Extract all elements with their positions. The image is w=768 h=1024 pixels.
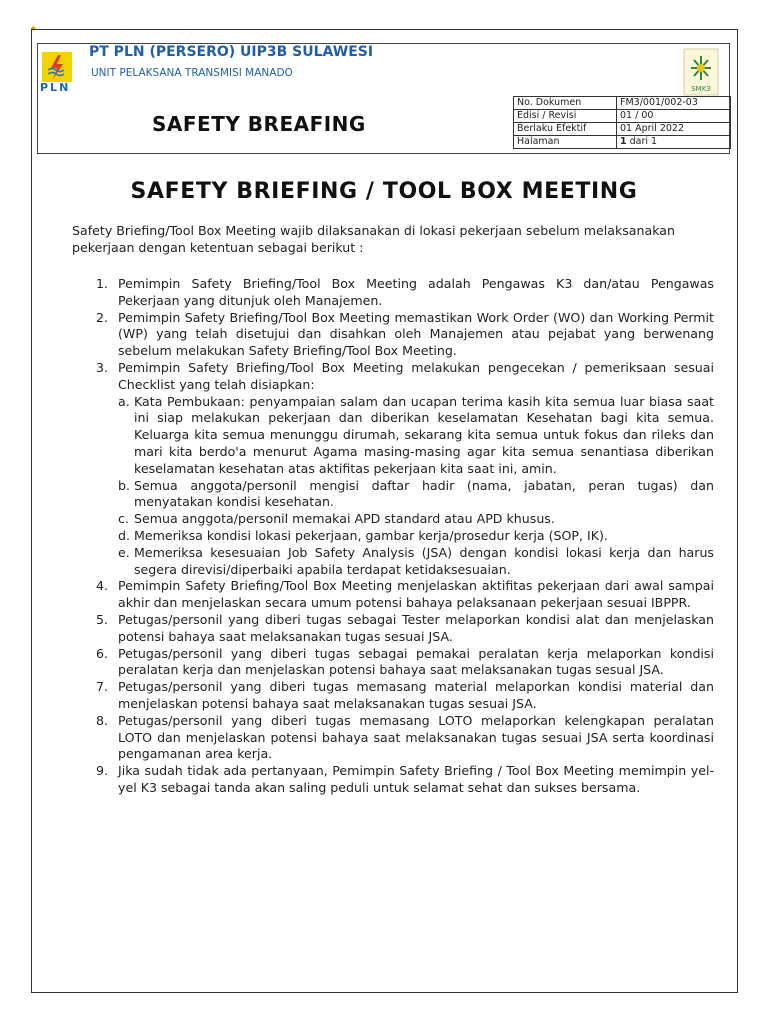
list-item xyxy=(96,578,714,612)
item-number: 8. xyxy=(96,712,109,728)
list-item xyxy=(96,713,714,763)
sub-list-item xyxy=(118,511,714,528)
list-item xyxy=(96,310,714,360)
sub-item-text: Memeriksa kondisi lokasi pekerjaan, gambar kerja/prosedur kerja (SOP, IK). xyxy=(134,527,608,543)
sub-item-letter: c. xyxy=(118,511,129,527)
list-item xyxy=(96,679,714,713)
info-label: No. Dokumen xyxy=(514,97,617,110)
info-row xyxy=(514,110,731,123)
item-text: Petugas/personil yang diberi tugas memasang LOTO melaporkan kelengkapan peralatan LOTO dan menjelaskan potensi bahaya saat melaksanakan tugas sesuai JSA serta koordinasi pengamanan area kerja. xyxy=(118,712,714,762)
sub-item-letter: b. xyxy=(118,477,130,493)
checklist-sublist xyxy=(118,394,714,579)
info-row xyxy=(514,136,731,149)
list-item xyxy=(96,612,714,646)
smk3-logo-icon xyxy=(683,48,719,96)
list-item xyxy=(96,763,714,797)
info-value: 01 April 2022 xyxy=(617,123,731,136)
list-item xyxy=(96,276,714,310)
item-number: 1. xyxy=(96,276,109,291)
info-value: 01 / 00 xyxy=(617,110,731,123)
sub-list-item xyxy=(118,478,714,512)
sub-item-letter: a. xyxy=(118,393,130,409)
document-title: SAFETY BREAFING xyxy=(152,112,366,136)
item-text: Pemimpin Safety Briefing/Tool Box Meeting adalah Pengawas K3 dan/atau Pengawas Pekerjaan yang ditunjuk oleh Manajemen. xyxy=(118,276,714,308)
info-label: Berlaku Efektif xyxy=(514,123,617,136)
main-title: SAFETY BRIEFING / TOOL BOX MEETING xyxy=(130,179,638,204)
info-value xyxy=(617,136,731,149)
sub-item-letter: e. xyxy=(118,544,130,560)
list-item xyxy=(96,360,714,578)
info-row xyxy=(514,123,731,136)
sub-item-text: Memeriksa kesesuaian Job Safety Analysis (JSA) dengan kondisi lokasi kerja dan harus segera direvisi/diperbaiki apabila terdapat ketidaksesuaian. xyxy=(134,544,714,577)
smk3-logo-text: SMK3 xyxy=(691,85,711,93)
sub-item-text: Kata Pembukaan: penyampaian salam dan ucapan terima kasih kita semua luar biasa saat ini siap melakukan pekerjaan dan diberikan keselamatan Kesehatan bagi kita semua. Keluarga kita semua menunggu dirumah, sekarang kita semua untuk fokus dan rileks dan mari kita berdo'a menurut Agama masing-masing agar kita semua senantiasa diberikan keselamatan kesehatan atas aktifitas pekerjaan kita saat ini, amin. xyxy=(134,393,714,476)
info-label: Halaman xyxy=(514,136,617,149)
item-text: Pemimpin Safety Briefing/Tool Box Meeting menjelaskan aktifitas pekerjaan dari awal sampai akhir dan menjelaskan secara umum potensi bahaya pelaksanaan pekerjaan sesuai IBPPR. xyxy=(118,578,714,611)
intro-paragraph: Safety Briefing/Tool Box Meeting wajib dilaksanakan di lokasi pekerjaan sebelum melaksanakan pekerjaan dengan ketentuan sebagai berikut : xyxy=(72,223,675,255)
sub-list-item xyxy=(118,545,714,579)
corner-mark: ✦ xyxy=(29,24,38,35)
sub-list-item xyxy=(118,528,714,545)
item-number: 4. xyxy=(96,578,109,594)
info-value: FM3/001/002-03 xyxy=(617,97,731,110)
page-number: 1 xyxy=(620,136,627,147)
info-row xyxy=(514,97,731,110)
item-number: 5. xyxy=(96,611,109,627)
item-text: Pemimpin Safety Briefing/Tool Box Meeting melakukan pengecekan / pemeriksaan sesuai Checklist yang telah disiapkan: xyxy=(118,359,714,392)
item-text: Petugas/personil yang diberi tugas memasang material melaporkan kondisi material dan menjelaskan potensi bahaya saat melaksanakan tugas sesuai JSA. xyxy=(118,679,714,711)
sub-list-item xyxy=(118,394,714,478)
info-label: Edisi / Revisi xyxy=(514,110,617,123)
sub-item-letter: d. xyxy=(118,527,130,543)
document-info-table xyxy=(513,96,731,149)
company-name: PT PLN (PERSERO) UIP3B SULAWESI xyxy=(89,44,374,60)
page-total: dari 1 xyxy=(626,136,658,147)
item-text: Pemimpin Safety Briefing/Tool Box Meeting memastikan Work Order (WO) dan Working Permit (WP) yang telah disetujui dan disahkan oleh Manajemen atau pejabat yang berwenang sebelum melakukan Safety Briefing/Tool Box Meeting. xyxy=(118,309,714,359)
item-number: 2. xyxy=(96,309,109,325)
item-number: 3. xyxy=(96,359,109,375)
unit-name: UNIT PELAKSANA TRANSMISI MANADO xyxy=(91,67,293,79)
list-item xyxy=(96,646,714,680)
item-number: 6. xyxy=(96,645,109,661)
item-text: Petugas/personil yang diberi tugas sebagai Tester melaporkan kondisi alat dan menjelaskan potensi bahaya saat melaksanakan tugas sesuai JSA. xyxy=(118,611,714,644)
item-text: Petugas/personil yang diberi tugas sebagai pemakai peralatan kerja melaporkan kondisi peralatan kerja dan menjelaskan potensi bahaya saat melaksanakan tugas sesual JSA. xyxy=(118,645,714,678)
sub-item-text: Semua anggota/personil mengisi daftar hadir (nama, jabatan, peran tugas) dan menyatakan kondisi kesehatan. xyxy=(134,477,714,510)
item-text: Jika sudah tidak ada pertanyaan, Pemimpin Safety Briefing / Tool Box Meeting memimpin yel-yel K3 sebagai tanda akan saling peduli untuk selamat sehat dan sukses bersama. xyxy=(118,763,714,795)
item-number: 7. xyxy=(96,679,109,695)
pln-logo-text: PLN xyxy=(40,81,71,94)
item-number: 9. xyxy=(96,763,109,779)
briefing-steps-list xyxy=(96,276,714,797)
sub-item-text: Semua anggota/personil memakai APD standard atau APD khusus. xyxy=(134,511,555,527)
